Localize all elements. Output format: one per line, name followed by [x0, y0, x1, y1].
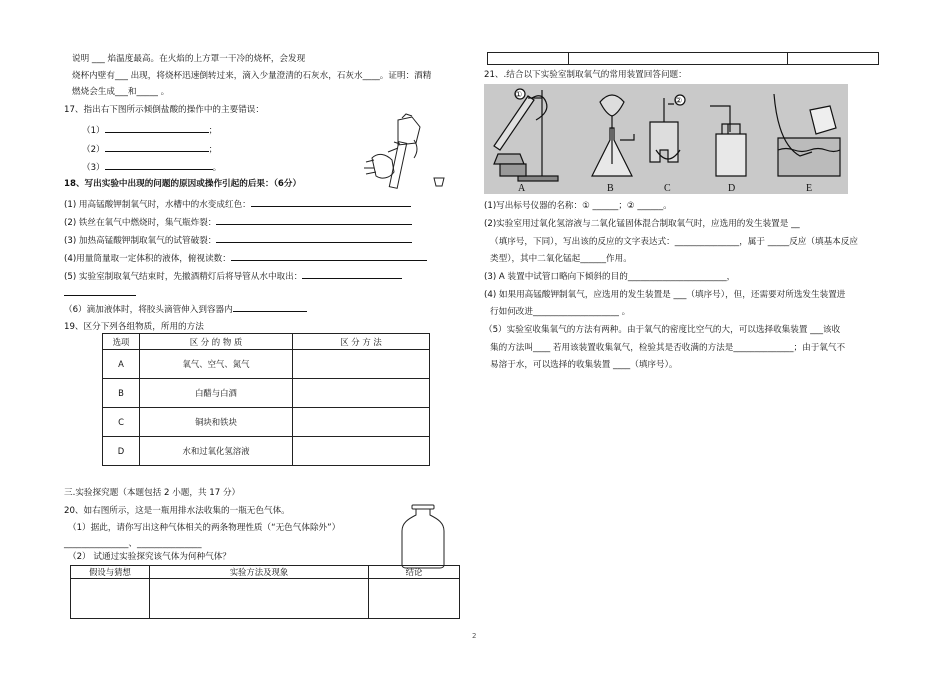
apparatus-label-c: C — [664, 183, 671, 194]
table-row: B 白醋与白酒 — [103, 379, 430, 408]
apparatus-mark-2: ② — [675, 96, 683, 105]
question-18: 18、写出实验中出现的问题的原因或操作引起的后果：（6分） — [64, 179, 302, 189]
apparatus-label-b: B — [607, 183, 614, 194]
right-top-table-fragment — [487, 52, 879, 65]
q21-part-5a: （5）实验室收集氧气的方法有两种。由于氧气的密度比空气的大，可以选择收集装置 ___该收 — [484, 325, 841, 335]
q19-header-substances: 区 分 的 物 质 — [140, 334, 293, 350]
q20-part-1-blanks: _______________、_______________ — [64, 539, 202, 549]
apparatus-label-a: A — [518, 183, 526, 194]
q19-table — [102, 333, 430, 466]
question-19: 19、区分下列各组物质，所用的方法 — [64, 322, 204, 332]
text-line-3: 燃烧会生成___和_____ 。 — [72, 87, 170, 97]
q21-part-5b: 集的方法叫____ 若用该装置收集氧气，检验其是否收满的方法是______________；由于氧气不 — [490, 343, 846, 353]
text-line-1: 说明 ___ 焰温度最高。在火焰的上方罩一干冷的烧杯，会发现 — [72, 54, 306, 64]
q21-part-1: (1)写出标号仪器的名称：① ______；② ______。 — [484, 201, 672, 211]
question-17: 17、指出右下图所示倾倒盐酸的操作中的主要错误： — [64, 105, 264, 115]
page-number: 2 — [472, 632, 477, 640]
q21-part-2a: (2)实验室用过氧化氢溶液与二氧化锰固体混合制取氧气时，应选用的发生装置是 __ — [484, 219, 800, 229]
answer-cell[interactable] — [150, 579, 369, 619]
question-20: 20、如右图所示，这是一瓶用排水法收集的一瓶无色气体。 — [64, 506, 290, 516]
q19-header-method: 区 分 方 法 — [293, 334, 430, 350]
question-21: 21、.结合以下实验室制取氧气的常用装置回答问题： — [484, 70, 687, 80]
answer-cell[interactable] — [71, 579, 150, 619]
q18-item-3: (3) 加热高锰酸钾制取氧气的试管破裂： — [64, 233, 412, 247]
q20-header-hypothesis: 假设与猜想 — [71, 566, 150, 579]
table-row: D 水和过氧化氢溶液 — [103, 437, 430, 466]
q20-header-conclusion: 结论 — [369, 566, 460, 579]
q21-part-4a: (4) 如果用高锰酸钾制氧气，应选用的发生装置是 ___（填序号），但，还需要对所选发生装置进 — [484, 290, 846, 300]
apparatus-mark-1: ① — [515, 90, 523, 99]
oxygen-apparatus-figure — [484, 84, 848, 194]
q18-item-6: （6）滴加液体时，将胶头滴管伸入到容器内 — [64, 302, 307, 316]
q21-part-4b: 行如何改进____________________ 。 — [490, 307, 631, 317]
answer-cell[interactable] — [293, 437, 430, 466]
answer-cell[interactable] — [293, 408, 430, 437]
q17-item-1: （1） ； — [82, 123, 217, 137]
table-row — [71, 579, 460, 619]
table-row: C 铜块和铁块 — [103, 408, 430, 437]
q18-item-5: (5) 实验室制取氧气结束时，先撤酒精灯后将导管从水中取出： — [64, 269, 402, 283]
q21-part-3: (3) A 装置中试管口略向下倾斜的目的_______________________， — [484, 272, 736, 282]
q18-item-1: (1) 用高锰酸钾制氧气时，水槽中的水变成红色： — [64, 197, 411, 211]
answer-cell[interactable] — [293, 379, 430, 408]
q21-part-2c: 类型），其中二氧化锰起______作用。 — [490, 254, 632, 264]
q20-table — [70, 565, 460, 619]
q21-part-5c: 易溶于水，可以选择的收集装置 ____（填序号）。 — [490, 360, 678, 370]
pouring-acid-illustration — [358, 112, 448, 194]
answer-cell[interactable] — [293, 350, 430, 379]
q19-header-option: 选项 — [103, 334, 140, 350]
section-3-heading: 三.实验探究题（本题包括 2 小题，共 17 分） — [64, 488, 241, 498]
answer-cell[interactable] — [369, 579, 460, 619]
apparatus-label-e: E — [806, 183, 813, 194]
q17-item-2: （2） ； — [82, 142, 217, 156]
q17-item-3: （3） 。 — [82, 160, 221, 174]
table-row: A 氧气、空气、氮气 — [103, 350, 430, 379]
q18-item-2: (2) 铁丝在氧气中燃烧时，集气瓶炸裂： — [64, 215, 412, 229]
q20-part-1: （1）据此，请你写出这种气体相关的两条物理性质（“无色气体除外”） — [68, 523, 341, 533]
q21-part-2b: （填序号，下同），写出该的反应的文字表达式：_______________，属于 _____反应（填基本反应 — [490, 237, 858, 247]
q20-part-2: （2） 试通过实验探究该气体为何种气体？ — [68, 552, 231, 562]
text-line-2: 烧杯内壁有___ 出现，将烧杯迅速倒转过来，滴入少量澄清的石灰水，石灰水____。证明：酒精 — [72, 71, 432, 81]
q18-item-4: (4)用量筒量取一定体积的液体，俯视读数： — [64, 251, 427, 265]
q18-item-5-continuation — [64, 286, 136, 300]
apparatus-label-d: D — [728, 183, 736, 194]
q20-header-method: 实验方法及现象 — [150, 566, 369, 579]
gas-bottle-illustration — [398, 503, 448, 569]
